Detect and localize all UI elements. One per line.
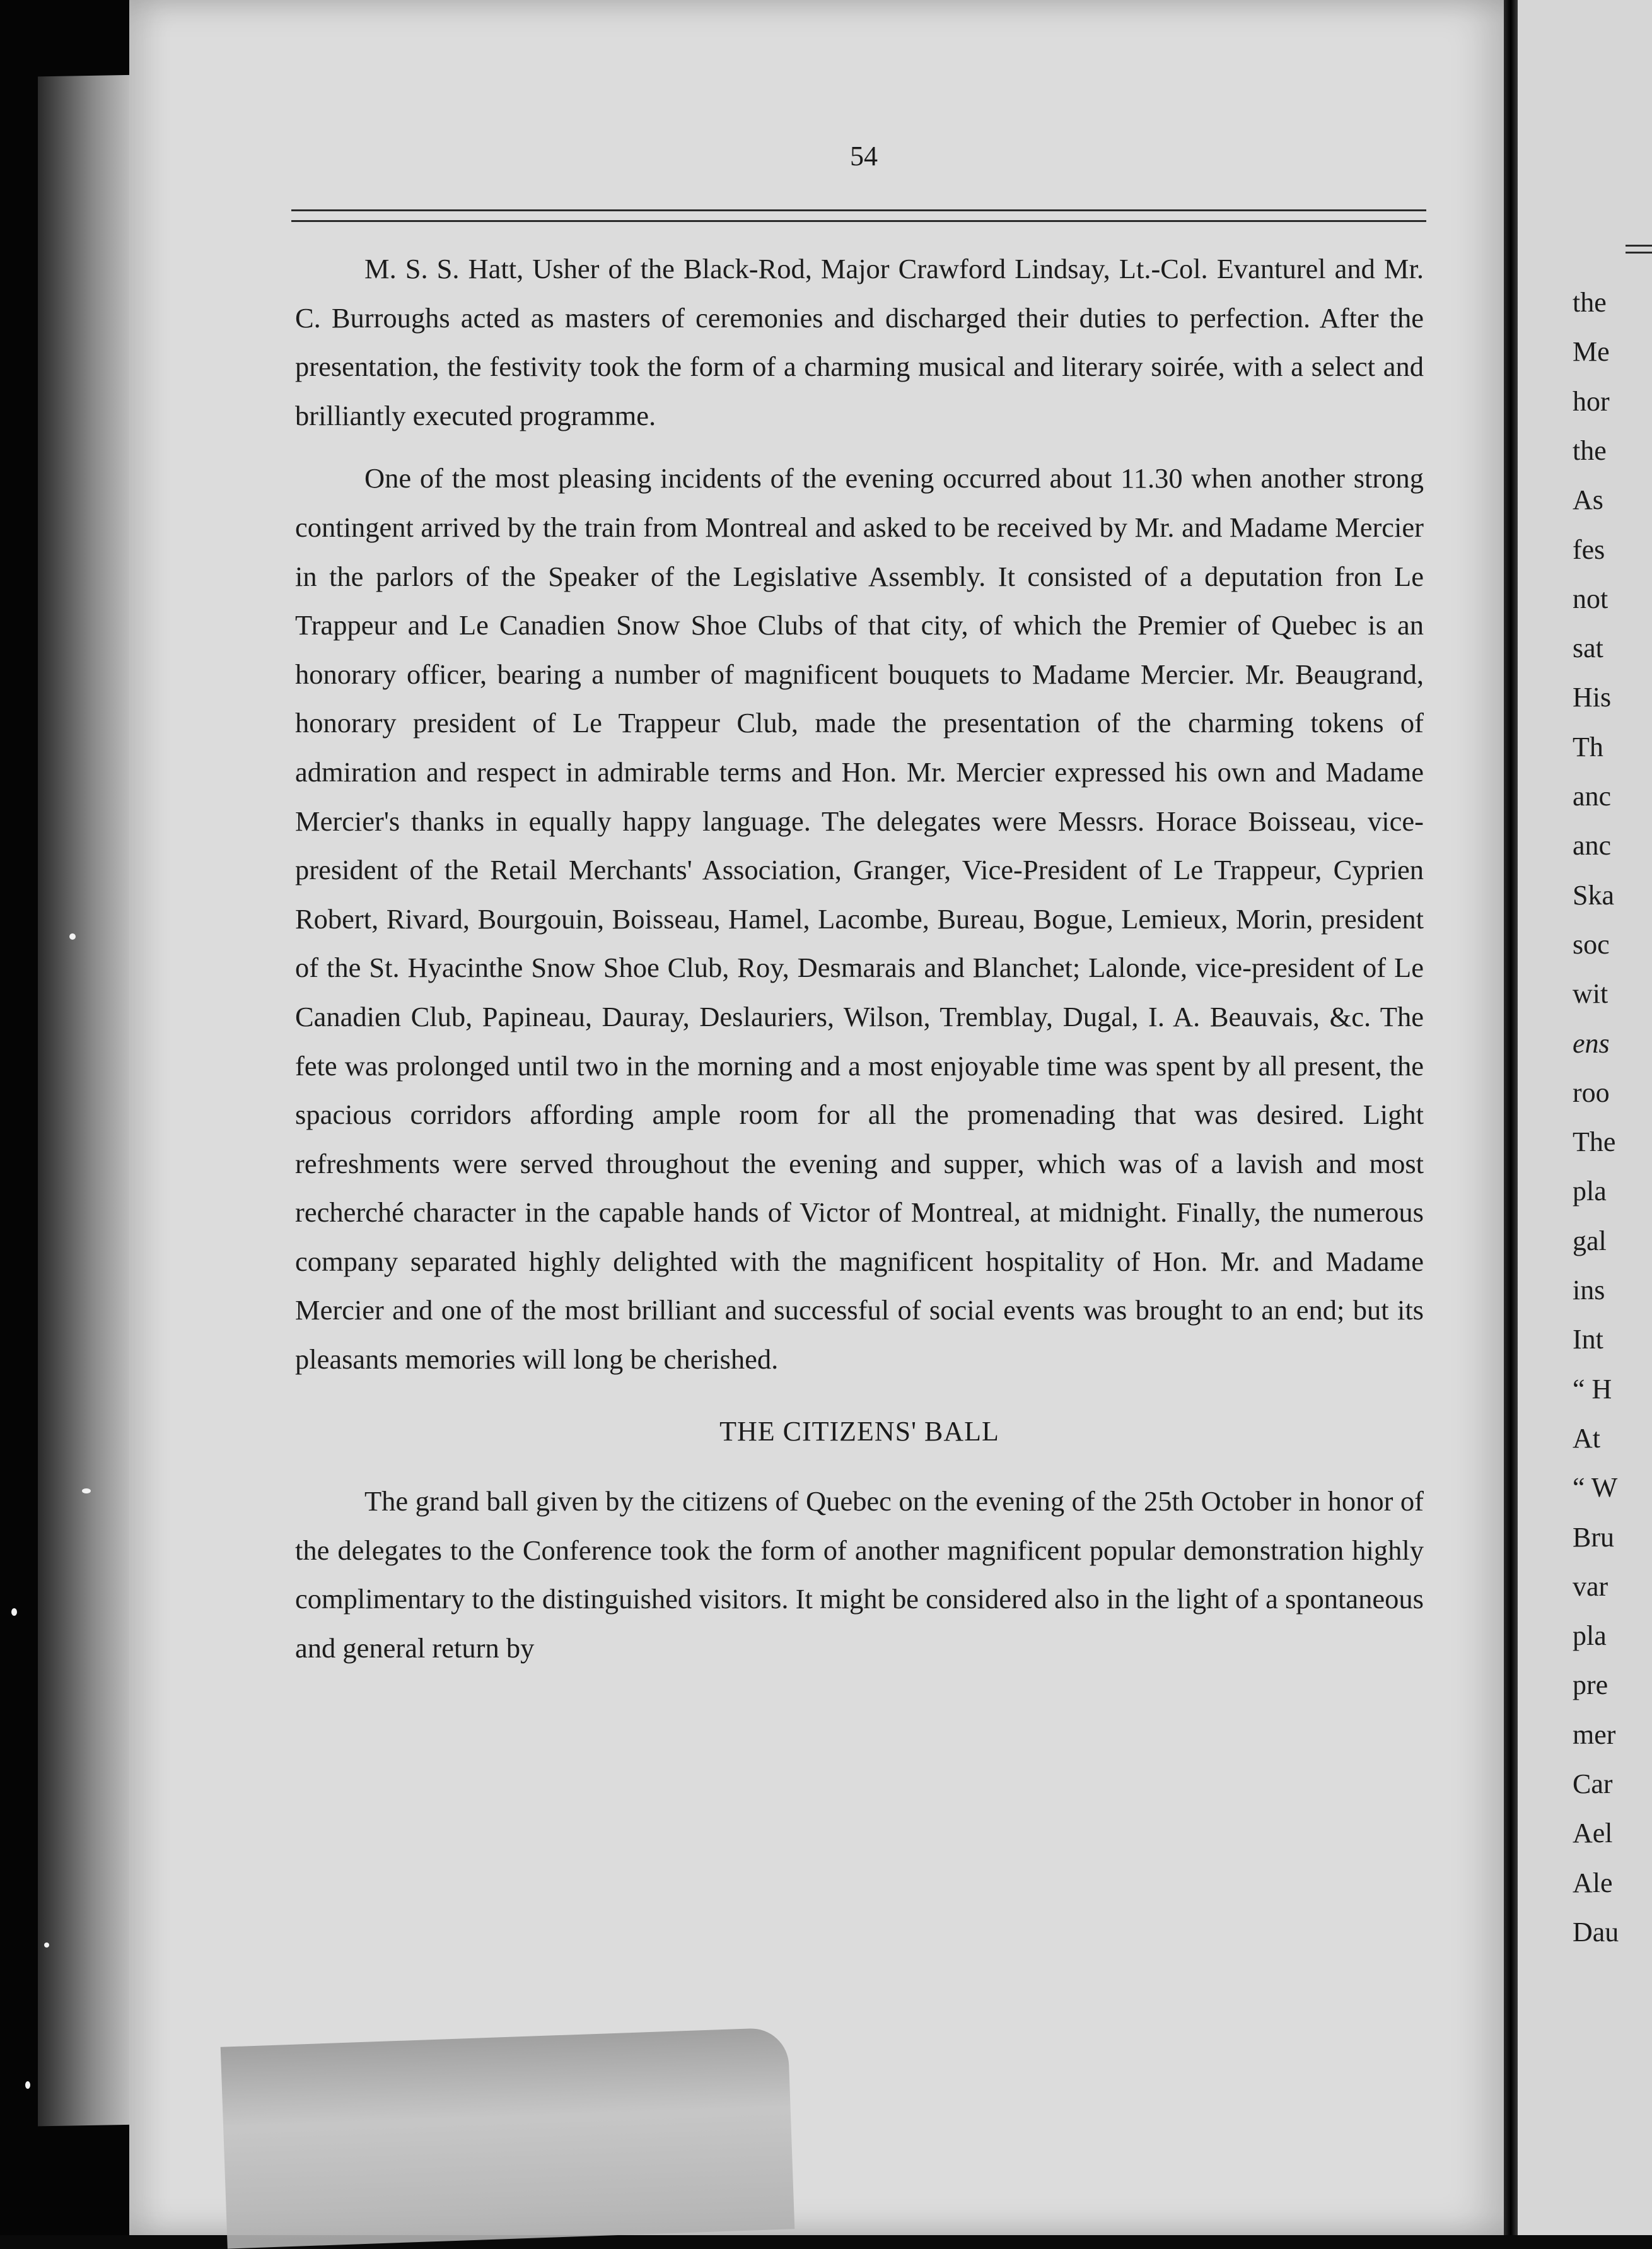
facing-page-fragment: sat	[1573, 633, 1603, 664]
facing-page-fragment: Ael	[1573, 1818, 1613, 1849]
page-number: 54	[850, 141, 878, 172]
facing-page-fragment: pla	[1573, 1176, 1607, 1207]
scan-speck	[69, 933, 76, 940]
facing-page-fragment: roo	[1573, 1077, 1610, 1108]
facing-page-rule	[1626, 245, 1652, 254]
facing-page-fragment: “ H	[1573, 1373, 1612, 1405]
facing-page-fragment: fes	[1573, 534, 1605, 565]
facing-page-fragment: Dau	[1573, 1916, 1619, 1948]
facing-page-fragment: Ale	[1573, 1867, 1613, 1898]
facing-page-fragment: pre	[1573, 1669, 1608, 1701]
scan-speck	[44, 1942, 49, 1948]
facing-page-fragment: Ska	[1573, 879, 1614, 911]
facing-page-fragment: the	[1573, 435, 1607, 466]
scan-speck	[11, 1608, 17, 1616]
page-body	[295, 245, 1424, 1673]
facing-page-fragment: anc	[1573, 781, 1612, 812]
book-gutter	[1504, 0, 1518, 2235]
scan-speck	[25, 2081, 30, 2089]
header-double-rule	[291, 209, 1426, 222]
section-heading: THE CITIZENS' BALL	[719, 1415, 999, 1447]
facing-page-fragment: pla	[1573, 1620, 1607, 1652]
facing-page-fragment: not	[1573, 583, 1608, 614]
facing-page-fragment: Bru	[1573, 1521, 1614, 1553]
facing-page-fragment: His	[1573, 682, 1612, 713]
facing-page-fragment: hor	[1573, 385, 1610, 417]
facing-page	[1518, 0, 1652, 2235]
facing-page-fragment: var	[1573, 1570, 1608, 1602]
facing-page-fragment: ens	[1573, 1027, 1610, 1059]
page-corner-fold	[221, 2027, 795, 2248]
paragraph-citizens-ball: The grand ball given by the citizens of Quebec on the evening of the 25th October in honor of the delegates to the Conference took the form of another magnificent popular demonstration highly complimentary to the distinguished visitors. It might be considered also in the light of a spontaneous and general return by	[295, 1485, 1424, 1664]
page-edge-stack	[38, 75, 139, 2127]
facing-page-fragment: the	[1573, 287, 1607, 318]
facing-page-fragment: mer	[1573, 1719, 1616, 1750]
scan-speck	[82, 1488, 91, 1493]
facing-page-fragment: Car	[1573, 1768, 1613, 1799]
facing-page-fragment: gal	[1573, 1225, 1607, 1256]
paragraph-masters-of-ceremonies: M. S. S. Hatt, Usher of the Black-Rod, Major Crawford Lindsay, Lt.-Col. Evanturel and Mr. C. Burroughs acted as masters of ceremonies and discharged their duties to perfection. After the presentation, the festivity took the form of a charming musical and literary soirée, with a select and brilliantly executed programme.	[295, 253, 1424, 431]
facing-page-fragment: At	[1573, 1422, 1600, 1454]
facing-page-fragment: As	[1573, 484, 1603, 516]
facing-page-fragment: Me	[1573, 336, 1610, 368]
facing-page-fragment: ins	[1573, 1275, 1605, 1306]
facing-page-fragment: Int	[1573, 1324, 1603, 1355]
facing-page-fragment: soc	[1573, 928, 1610, 960]
facing-page-fragment: anc	[1573, 830, 1612, 862]
facing-page-fragment: The	[1573, 1126, 1616, 1158]
facing-page-fragment: Th	[1573, 731, 1603, 762]
facing-page-fragment: “ W	[1573, 1472, 1618, 1504]
paragraph-snow-shoe-clubs: One of the most pleasing incidents of the evening occurred about 11.30 when another strong contingent arrived by the train from Montreal and asked to be received by Mr. and Madame Mercier in the parlors of the Speaker of the Legislative Assembly. It consisted of a deputation fron Le Trappeur and Le Canadien Snow Shoe Clubs of that city, of which the Premier of Quebec is an honorary officer, bearing a number of magnificent bouquets to Madame Mercier. Mr. Beaugrand, honorary president of Le Trappeur Club, made the presentation of the charming tokens of admiration and respect in admirable terms and Hon. Mr. Mercier expressed his own and Madame Mercier's thanks in equally happy language. The delegates were Messrs. Horace Boisseau, vice-president of the Retail Merchants' Association, Granger, Vice-President of Le Trappeur, Cyprien Robert, Rivard, Bourgouin, Boisseau, Hamel, Lacombe, Bureau, Bogue, Lemieux, Morin, president of the St. Hyacinthe Snow Shoe Club, Roy, Desmarais and Blanchet; Lalonde, vice-president of Le Canadien Club, Papineau, Dauray, Deslauriers, Wilson, Tremblay, Dugal, I. A. Beauvais, &c. The fete was prolonged until two in the morning and a most enjoyable time was spent by all present, the spacious corridors affording ample room for all the promenading that was desired. Light refreshments were served throughout the evening and supper, which was of a lavish and most recherché character in the capable hands of Victor of Montreal, at midnight. Finally, the numerous company separated highly delighted with the magnificent hospitality of Hon. Mr. and Madame Mercier and one of the most brilliant and successful of social events was brought to an end; but its pleasants memories will long be cherished.	[295, 462, 1424, 1376]
facing-page-fragment: wit	[1573, 978, 1608, 1010]
